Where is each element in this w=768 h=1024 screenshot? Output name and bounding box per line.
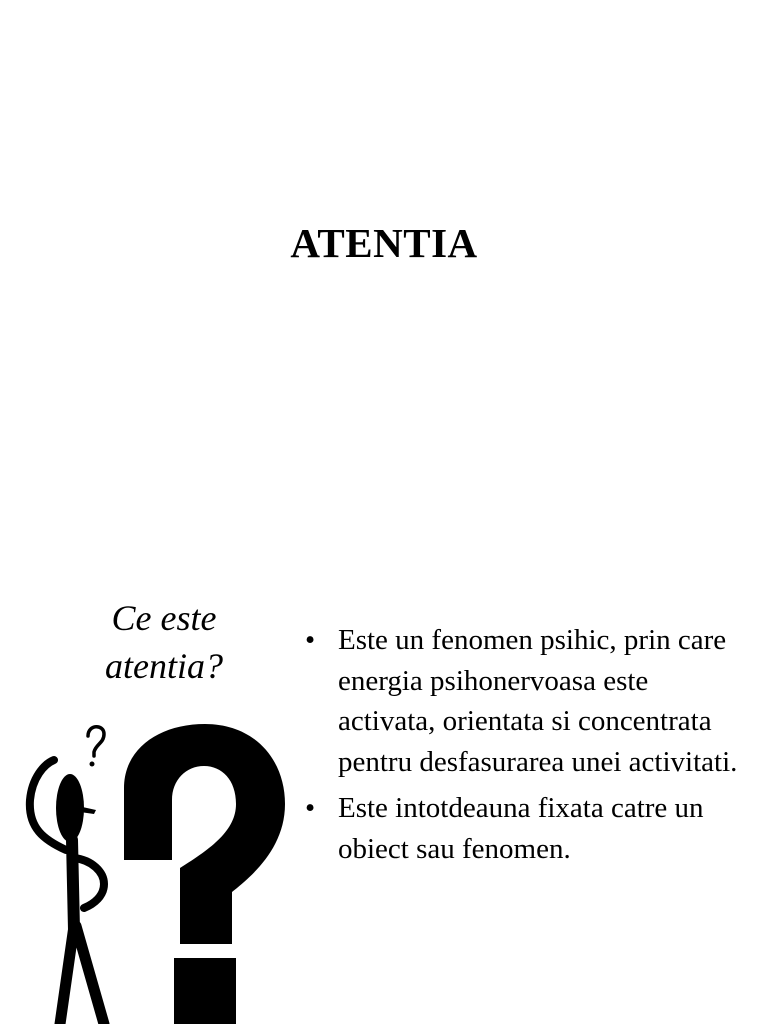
- bullet-text: Este intotdeauna fixata catre un obiect sau fenomen.: [338, 792, 704, 865]
- bullet-item: [305, 788, 745, 869]
- question-heading: Ce este atentia?: [105, 598, 223, 686]
- thinking-illustration: [0, 700, 300, 1024]
- bullet-list: [305, 620, 745, 875]
- slide-title: ATENTIA: [290, 220, 478, 266]
- bullet-marker: •: [305, 624, 316, 656]
- thinking-stick-figure-icon: [30, 760, 104, 1024]
- bullet-item: [305, 620, 745, 782]
- large-question-mark-icon: [124, 724, 285, 1024]
- small-question-mark-icon: [88, 727, 104, 767]
- bullet-marker: •: [305, 792, 316, 824]
- bullet-text: Este un fenomen psihic, prin care energia psihonervoasa este activata, orientata si concentrata pentru desfasurarea unei activitati.: [338, 624, 738, 778]
